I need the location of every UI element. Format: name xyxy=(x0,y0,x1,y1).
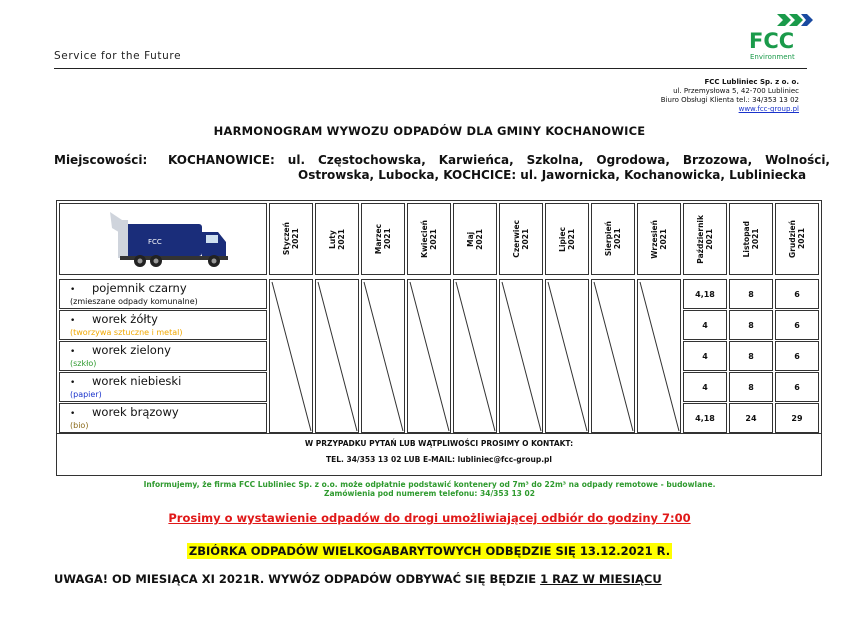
waste-type-cell xyxy=(59,279,267,309)
waste-type-name xyxy=(70,313,266,328)
waste-type-label: worek niebieski xyxy=(92,374,182,388)
past-month-column xyxy=(407,279,451,433)
collection-days-cell: 4 xyxy=(683,372,727,402)
collection-days-cell: 6 xyxy=(775,279,819,309)
month-label: Luty 2021 xyxy=(328,228,346,250)
contact-box xyxy=(57,433,821,476)
waste-type-description: (papier) xyxy=(70,390,102,399)
waste-type-label: worek zielony xyxy=(92,343,171,357)
month-header xyxy=(361,203,405,275)
collection-days-cell: 4 xyxy=(683,310,727,340)
collection-days-cell: 4,18 xyxy=(683,403,727,433)
company-address: ul. Przemysłowa 5, 42-700 Lubliniec xyxy=(673,87,799,95)
collection-days-cell: 29 xyxy=(775,403,819,433)
past-month-column xyxy=(499,279,543,433)
bullet: • xyxy=(70,285,76,295)
month-header xyxy=(453,203,497,275)
month-label: Wrzesień 2021 xyxy=(650,219,668,259)
collection-days-cell: 8 xyxy=(729,372,773,402)
collection-days-cell: 8 xyxy=(729,279,773,309)
month-label: Marzec 2021 xyxy=(374,223,392,255)
waste-type-label: worek żółty xyxy=(92,312,158,326)
month-label: Sierpień 2021 xyxy=(604,221,622,257)
past-month-column xyxy=(361,279,405,433)
bullet: • xyxy=(70,409,76,419)
contact-line-1: W PRZYPADKU PYTAŃ LUB WĄTPLIWOŚCI PROSIMY O KONTAKT: xyxy=(304,439,574,448)
waste-type-description: (tworzywa sztuczne i metal) xyxy=(70,328,183,337)
waste-type-cell xyxy=(59,341,267,371)
month-header xyxy=(775,203,819,275)
month-header xyxy=(729,203,773,275)
bullet: • xyxy=(70,347,76,357)
month-label: Lipiec 2021 xyxy=(558,226,576,252)
month-header xyxy=(315,203,359,275)
waste-type-name xyxy=(70,406,266,421)
month-header xyxy=(499,203,543,275)
waste-type-label: worek brązowy xyxy=(92,405,179,419)
waste-type-description: (bio) xyxy=(70,421,89,430)
locations-text xyxy=(168,153,830,183)
bulky-waste-notice-wrap xyxy=(0,540,859,559)
waste-type-name xyxy=(70,282,266,297)
waste-type-description: (szkło) xyxy=(70,359,97,368)
waste-type-name xyxy=(70,344,266,359)
frequency-warning xyxy=(54,572,662,586)
month-header xyxy=(637,203,681,275)
past-month-column xyxy=(637,279,681,433)
past-month-column xyxy=(269,279,313,433)
collection-days-cell: 4,18 xyxy=(683,279,727,309)
logo-subtext: Environment xyxy=(750,53,795,61)
fcc-logo xyxy=(745,10,815,66)
collection-days-cell: 24 xyxy=(729,403,773,433)
past-month-column xyxy=(591,279,635,433)
info-line-1: Informujemy, że firma FCC Lubliniec Sp. z o.o. może odpłatnie podstawić kontenery od 7m³ do 22m³ na odpady remotowe - budowlane. xyxy=(143,480,716,489)
month-label: Maj 2021 xyxy=(466,228,484,250)
waste-type-cell xyxy=(59,403,267,433)
truck-image-cell xyxy=(59,203,267,275)
waste-type-name xyxy=(70,375,266,390)
bullet: • xyxy=(70,378,76,388)
collection-days-cell: 4 xyxy=(683,341,727,371)
waste-type-label: pojemnik czarny xyxy=(92,281,187,295)
locations-line-rest: Ostrowska, Lubocka, KOCHCICE: ul. Jawornicka, Kochanowicka, Lubliniecka xyxy=(298,168,807,182)
logo-chevron-icon xyxy=(777,14,791,26)
month-label: Styczeń 2021 xyxy=(282,222,300,256)
tagline: Service for the Future xyxy=(54,50,182,62)
month-header xyxy=(683,203,727,275)
month-header xyxy=(269,203,313,275)
waste-type-cell xyxy=(59,372,267,402)
collection-time-notice: Prosimy o wystawienie odpadów do drogi umożliwiającej odbiór do godziny 7:00 xyxy=(168,511,691,525)
collection-days-cell: 8 xyxy=(729,310,773,340)
collection-days-cell: 6 xyxy=(775,341,819,371)
past-month-column xyxy=(453,279,497,433)
month-label: Kwiecień 2021 xyxy=(420,220,438,258)
company-office: Biuro Obsługi Klienta tel.: 34/353 13 02 xyxy=(660,96,799,104)
garbage-truck-icon xyxy=(60,204,266,274)
past-month-column xyxy=(545,279,589,433)
svg-text:FCC: FCC xyxy=(148,238,162,246)
month-label: Czerwiec 2021 xyxy=(512,220,530,258)
bullet: • xyxy=(70,316,76,326)
schedule-table xyxy=(56,200,822,476)
month-label: Grudzień 2021 xyxy=(788,220,806,258)
company-name: FCC Lubliniec Sp. z o. o. xyxy=(704,78,799,86)
warning-underlined: 1 RAZ W MIESIĄCU xyxy=(540,572,662,586)
company-website-link[interactable]: www.fcc-group.pl xyxy=(738,105,799,113)
document-title: HARMONOGRAM WYWOZU ODPADÓW DLA GMINY KOCHANOWICE xyxy=(213,124,646,138)
month-header xyxy=(407,203,451,275)
container-info xyxy=(0,480,859,498)
info-line-2: Zamówienia pod numerem telefonu: 34/353 13 02 xyxy=(324,489,535,498)
past-month-column xyxy=(315,279,359,433)
collection-days-cell: 8 xyxy=(729,341,773,371)
locations-label: Miejscowości: xyxy=(54,153,148,167)
collection-days-cell: 6 xyxy=(775,310,819,340)
month-header xyxy=(545,203,589,275)
month-label: Październik 2021 xyxy=(696,214,714,264)
month-label: Listopad 2021 xyxy=(742,220,760,258)
bulky-waste-notice: ZBIÓRKA ODPADÓW WIELKOGABARYTOWYCH ODBĘDZIE SIĘ 13.12.2021 R. xyxy=(188,544,671,558)
contact-line-2: TEL. 34/353 13 02 LUB E-MAIL: lubliniec@fcc-group.pl xyxy=(326,455,552,464)
waste-type-cell xyxy=(59,310,267,340)
header-divider xyxy=(54,68,807,69)
company-info xyxy=(661,78,799,114)
waste-type-description: (zmieszane odpady komunalne) xyxy=(70,297,198,306)
locations-line-1: KOCHANOWICE: ul. Częstochowska, Karwieńca, Szkolna, Ogrodowa, Brzozowa, Wolności, xyxy=(168,153,830,167)
month-header xyxy=(591,203,635,275)
collection-days-cell: 6 xyxy=(775,372,819,402)
logo-text: FCC xyxy=(749,29,795,53)
warning-text: UWAGA! OD MIESIĄCA XI 2021R. WYWÓZ ODPADÓW ODBYWAĆ SIĘ BĘDZIE xyxy=(54,572,541,586)
